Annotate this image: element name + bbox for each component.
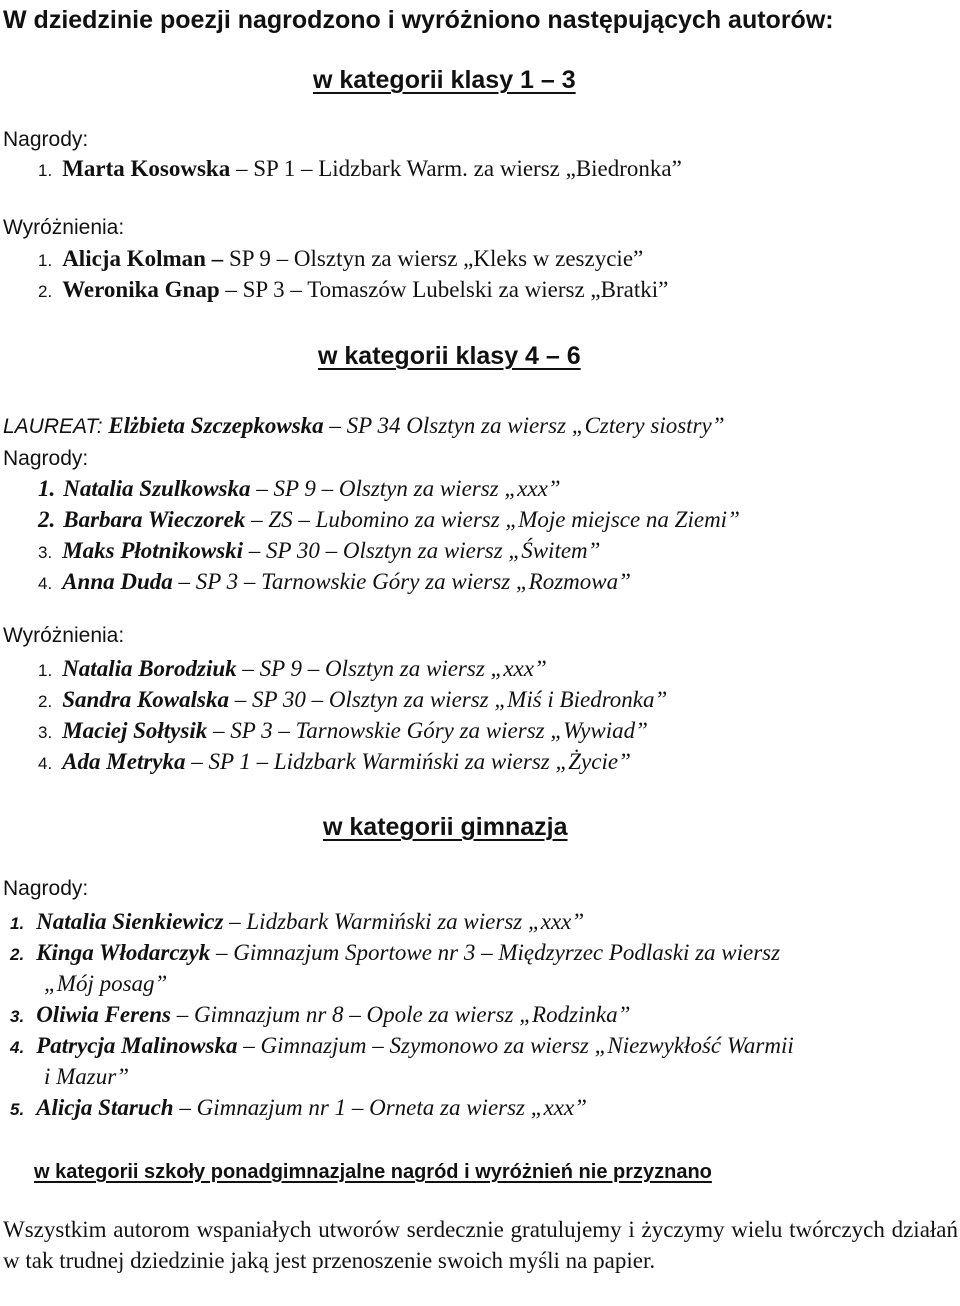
list-item: 1. Marta Kosowska – SP 1 – Lidzbark Warm. za wiersz „Biedronka” xyxy=(38,156,682,181)
list-item: 2. Barbara Wieczorek – ZS – Lubomino za wiersz „Moje miejsce na Ziemi” xyxy=(38,507,740,532)
list-item-continuation: i Mazur” xyxy=(44,1064,129,1089)
list-item: 3. Maks Płotnikowski – SP 30 – Olsztyn za wiersz „Świtem” xyxy=(38,538,601,563)
wyroznienia-label: Wyróżnienia: xyxy=(3,216,125,239)
laureat-line: LAUREAT: Elżbieta Szczepkowska – SP 34 Olsztyn za wiersz „Cztery siostry” xyxy=(3,413,725,438)
list-item: 4. Anna Duda – SP 3 – Tarnowskie Góry za wiersz „Rozmowa” xyxy=(38,569,631,594)
wyroznienia-label: Wyróżnienia: xyxy=(3,624,125,647)
list-item: 1. Natalia Borodziuk – SP 9 – Olsztyn za wiersz „xxx” xyxy=(38,656,547,681)
list-item: 5. Alicja Staruch – Gimnazjum nr 1 – Orneta za wiersz „xxx” xyxy=(10,1095,587,1120)
list-item-continuation: „Mój posag” xyxy=(44,971,168,996)
nagrody-label: Nagrody: xyxy=(3,447,89,470)
list-item: 1. Alicja Kolman – SP 9 – Olsztyn za wiersz „Kleks w zeszycie” xyxy=(38,246,644,271)
list-item: 3. Oliwia Ferens – Gimnazjum nr 8 – Opole za wiersz „Rodzinka” xyxy=(10,1002,631,1027)
list-item: 4. Patrycja Malinowska – Gimnazjum – Szymonowo za wiersz „Niezwykłość Warmii xyxy=(10,1033,794,1058)
list-item: 4. Ada Metryka – SP 1 – Lidzbark Warmiński za wiersz „Życie” xyxy=(38,749,631,774)
page-heading: W dziedzinie poezji nagrodzono i wyróżniono następujących autorów: xyxy=(3,6,834,34)
category-title-gimnazja: w kategorii gimnazja xyxy=(323,813,568,841)
category-title-klasy-1-3: w kategorii klasy 1 – 3 xyxy=(313,66,576,94)
list-item: 2. Kinga Włodarczyk – Gimnazjum Sportowe nr 3 – Międzyrzec Podlaski za wiersz xyxy=(10,940,781,965)
list-item: 3. Maciej Sołtysik – SP 3 – Tarnowskie Góry za wiersz „Wywiad” xyxy=(38,718,648,743)
list-item: 2. Weronika Gnap – SP 3 – Tomaszów Lubelski za wiersz „Bratki” xyxy=(38,277,669,302)
nagrody-label: Nagrody: xyxy=(3,877,89,900)
closing-paragraph: Wszystkim autorom wspaniałych utworów serdecznie gratulujemy i życzymy wielu twórczych działań w tak trudnej dziedzinie jaką jest przenoszenie swoich myśli na papier. xyxy=(3,1217,958,1273)
nagrody-label: Nagrody: xyxy=(3,128,89,151)
list-item: 2. Sandra Kowalska – SP 30 – Olsztyn za wiersz „Miś i Biedronka” xyxy=(38,687,668,712)
list-item: 1. Natalia Szulkowska – SP 9 – Olsztyn za wiersz „xxx” xyxy=(38,476,561,501)
category-title-ponadgimnazjalne: w kategorii szkoły ponadgimnazjalne nagród i wyróżnień nie przyznano xyxy=(34,1161,712,1183)
category-title-klasy-4-6: w kategorii klasy 4 – 6 xyxy=(318,342,581,370)
list-item: 1. Natalia Sienkiewicz – Lidzbark Warmiński za wiersz „xxx” xyxy=(10,909,585,934)
